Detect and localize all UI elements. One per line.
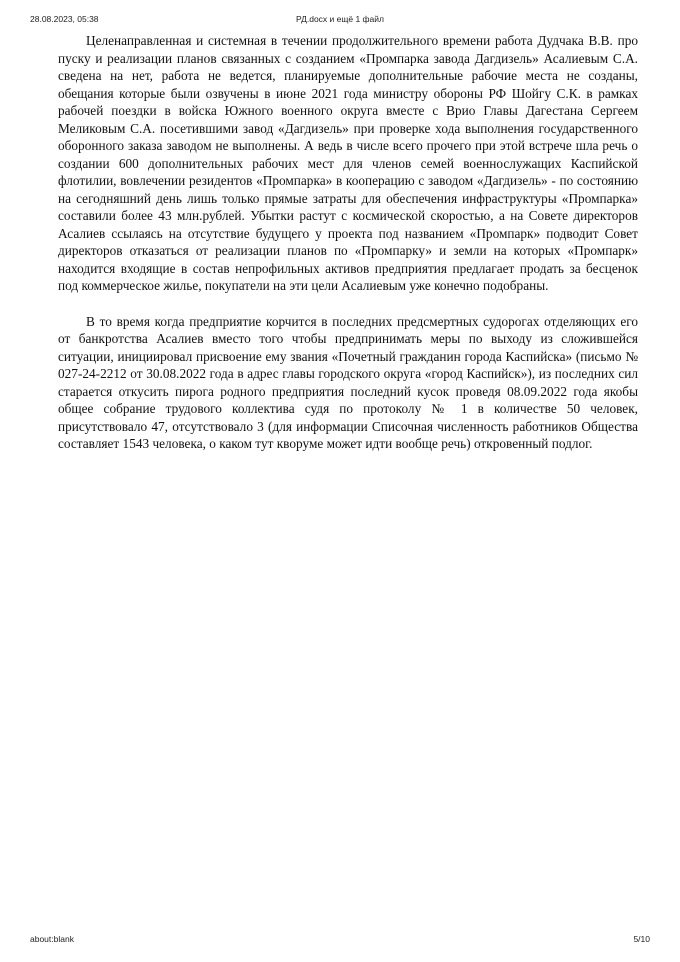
page-number: 5/10 [633, 934, 650, 944]
page-url: about:blank [30, 934, 74, 944]
print-datetime: 28.08.2023, 05:38 [30, 14, 99, 24]
paragraph: Целенаправленная и системная в течении продолжительного времени работа Дудчака В.В. про пуску и реализации планов связанных с созданием «Промпарка завода Дагдизель» Асалиевым С.А. сведена на нет, работа не ведется, планируемые дополнительные рабочие места не созданы, обещания которые были озвучены в июне 2021 года министру обороны РФ Шойгу С.К. в рамках рабочей поездки в войска Южного военного округа вместе с Врио Главы Дагестана Сергеем Меликовым С.А. посетившими завод «Дагдизель» при проверке хода выполнения государственного оборонного заказа заводом не выполнены. А ведь в числе всего прочего при этой встрече шла речь о создании 600 дополнительных рабочих мест для членов семей военнослужащих Каспийской флотилии, вовлечении резидентов «Промпарка» в кооперацию с заводом «Дагдизель» - по состоянию на сегодняшний день лишь только прямые затраты для обеспечения инфраструктуры «Промпарка» составили более 43 млн.рублей. Убытки растут с космической скоростью, а на Совете директоров Асалиев ссылаясь на отсутствие будущего у проекта под названием «Промпарк» подводит Совет директоров отказаться от реализации планов по «Промпарку» и земли на которых «Промпарк» находится входящие в состав непрофильных активов предприятия предлагает продать за бесценок под коммерческое жилье, покупатели на эти цели Асалиевым уже конечно подобраны. [58, 33, 638, 293]
print-footer [30, 934, 650, 948]
print-header [30, 14, 650, 28]
document-title: РД.docx и ещё 1 файл [296, 14, 384, 24]
document-body [58, 32, 638, 453]
paragraph: В то время когда предприятие корчится в последних предсмертных судорогах отделяющих его от банкротства Асалиев вместо того чтобы предпринимать меры по выходу из сложившейся ситуации, инициировал присвоение ему звания «Почетный гражданин города Каспийска» (письмо № 027-24-2212 от 30.08.2022 года в адрес главы городского округа «город Каспийск»), из последних сил старается откусить пирога родного предприятия последний кусок проведя 08.09.2022 года якобы общее собрание трудового коллектива судя по протоколу № 1 в количестве 50 человек, присутствовало 47, отсутствовало 3 (для информации Списочная численность работников Общества составляет 1543 человека, о каком тут кворуме может идти вообще речь) откровенный подлог. [58, 313, 638, 451]
